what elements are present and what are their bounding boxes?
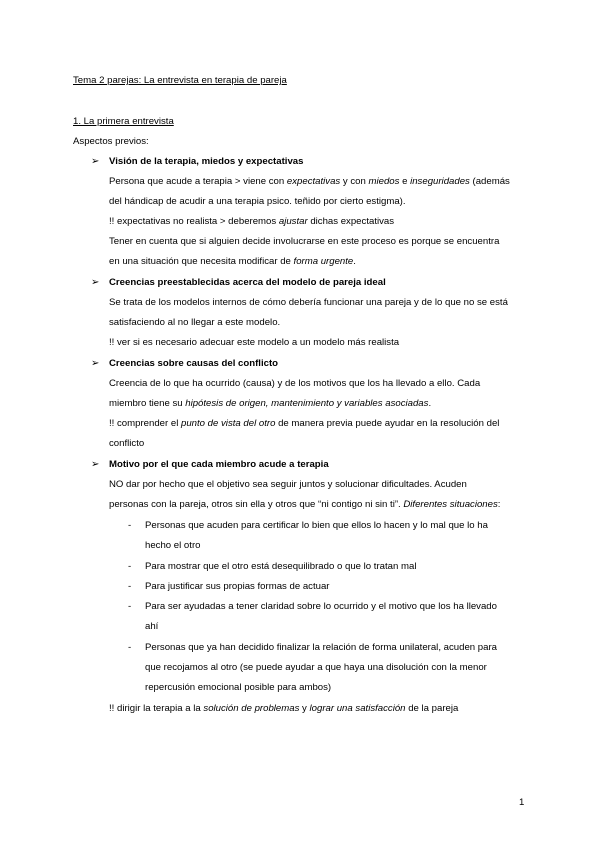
item-text-line: !! comprender el punto de vista del otro de manera previa puede ayudar en la resolución del xyxy=(109,418,500,429)
item-text-line: miembro tiene su hipótesis de origen, mantenimiento y variables asociadas. xyxy=(109,398,432,409)
list-dash: - xyxy=(128,561,132,572)
list-item-line: hecho el otro xyxy=(145,540,201,551)
bullet-arrow-icon: ➢ xyxy=(91,358,100,369)
list-item-line: Para justificar sus propias formas de actuar xyxy=(145,581,330,592)
section-intro: Aspectos previos: xyxy=(73,136,149,147)
item-text-line: personas con la pareja, otros sin ella y otros que “ni contigo ni sin ti”. Diferentes situaciones: xyxy=(109,499,501,510)
bullet-arrow-icon: ➢ xyxy=(91,156,100,167)
list-item-line: Personas que ya han decidido finalizar la relación de forma unilateral, acuden para xyxy=(145,642,497,653)
item-text-line: del hándicap de acudir a una terapia psico. teñido por cierto estigma). xyxy=(109,196,406,207)
item-text-line: en una situación que necesita modificar de forma urgente. xyxy=(109,256,356,267)
item-text-line: Se trata de los modelos internos de cómo debería funcionar una pareja y de lo que no se está xyxy=(109,297,508,308)
item-heading: Visión de la terapia, miedos y expectativas xyxy=(109,156,304,167)
list-dash: - xyxy=(128,601,132,612)
list-dash: - xyxy=(128,520,132,531)
document-title: Tema 2 parejas: La entrevista en terapia de pareja xyxy=(73,75,287,86)
item-text-line: !! expectativas no realista > deberemos ajustar dichas expectativas xyxy=(109,216,395,227)
list-item-line: Personas que acuden para certificar lo bien que ellos lo hacen y lo mal que lo ha xyxy=(145,520,488,531)
bullet-arrow-icon: ➢ xyxy=(91,459,100,470)
item-text-line: NO dar por hecho que el objetivo sea seguir juntos y solucionar dificultades. Acuden xyxy=(109,479,467,490)
list-item-line: que recojamos al otro (se puede ayudar a que haya una disolución con la menor xyxy=(145,662,487,673)
list-dash: - xyxy=(128,642,132,653)
list-item-line: repercusión emocional posible para ambos) xyxy=(145,682,332,693)
item-text-line: Tener en cuenta que si alguien decide involucrarse en este proceso es porque se encuentra xyxy=(109,236,500,247)
section-heading: 1. La primera entrevista xyxy=(73,116,174,127)
list-item-line: ahí xyxy=(145,621,159,632)
item-text-line: Creencia de lo que ha ocurrido (causa) y de los motivos que los ha llevado a ello. Cada xyxy=(109,378,481,389)
item-heading: Creencias preestablecidas acerca del modelo de pareja ideal xyxy=(109,277,386,288)
item-text-line: conflicto xyxy=(109,438,145,449)
item-text-line: Persona que acude a terapia > viene con expectativas y con miedos e inseguridades (además xyxy=(109,176,510,187)
item-heading: Creencias sobre causas del conflicto xyxy=(109,358,279,369)
closing-line: !! dirigir la terapia a la solución de problemas y lograr una satisfacción de la pareja xyxy=(109,703,459,714)
item-text-line: satisfaciendo al no llegar a este modelo. xyxy=(109,317,281,328)
page-number: 1 xyxy=(519,797,525,808)
list-item-line: Para mostrar que el otro está desequilibrado o que lo tratan mal xyxy=(145,561,417,572)
bullet-arrow-icon: ➢ xyxy=(91,277,100,288)
list-dash: - xyxy=(128,581,132,592)
list-item-line: Para ser ayudadas a tener claridad sobre lo ocurrido y el motivo que los ha llevado xyxy=(145,601,497,612)
item-text-line: !! ver si es necesario adecuar este modelo a un modelo más realista xyxy=(109,337,400,348)
item-heading: Motivo por el que cada miembro acude a terapia xyxy=(109,459,329,470)
